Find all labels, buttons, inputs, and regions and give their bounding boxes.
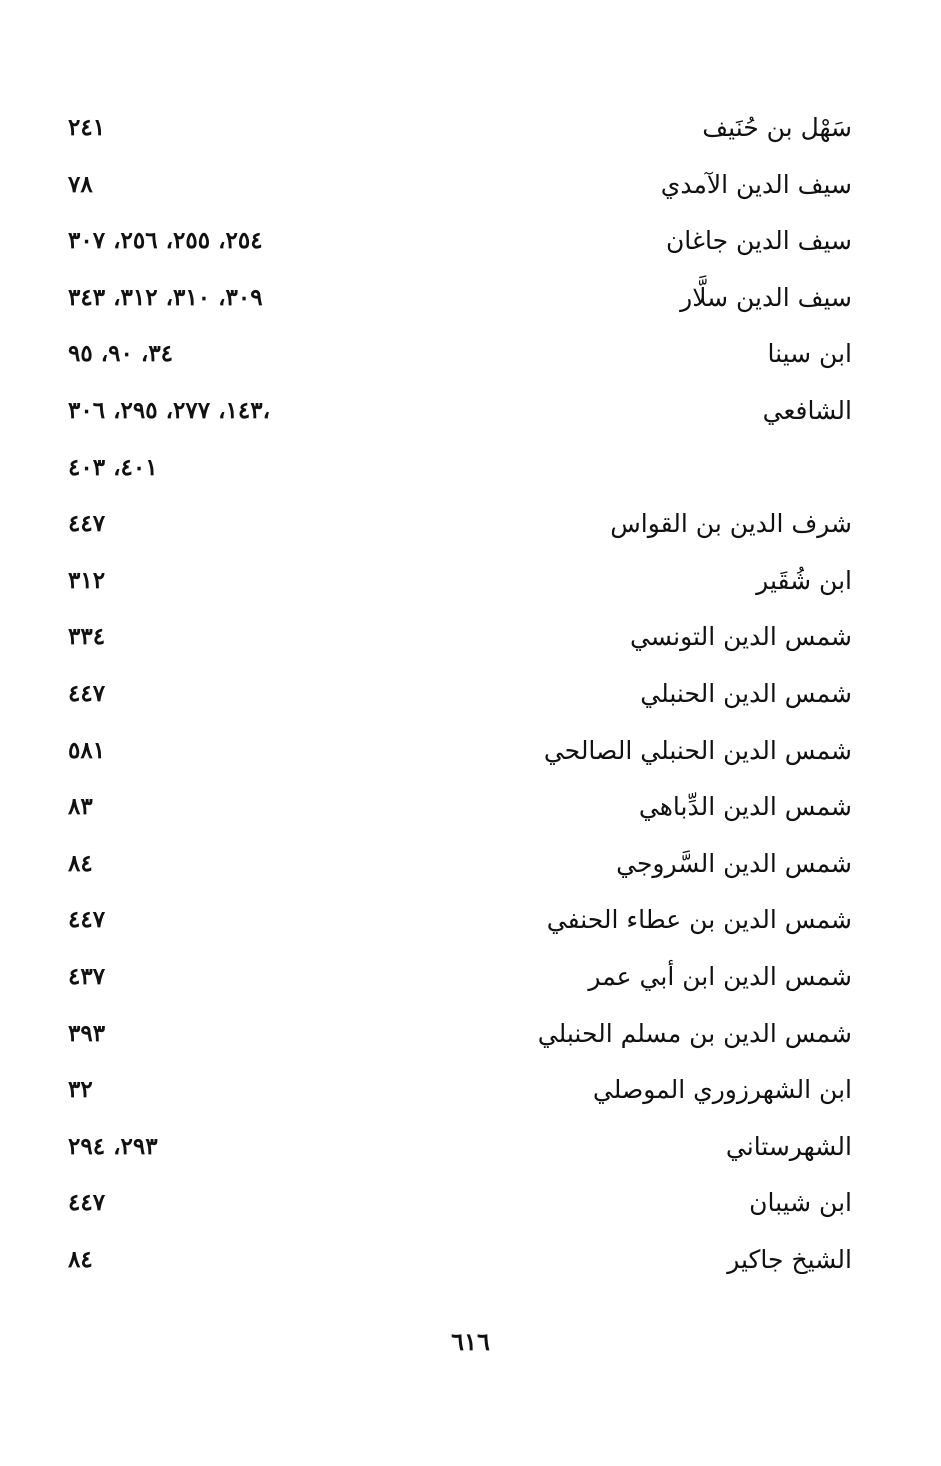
entry-name: شمس الدين بن مسلم الحنبلي [537, 1018, 852, 1048]
index-entry [60, 270, 852, 327]
entry-pages: ٥٨١ [68, 736, 106, 764]
entry-name: شمس الدين بن عطاء الحنفي [546, 905, 852, 935]
entry-name: شمس الدين ابن أبي عمر [588, 961, 852, 991]
entry-name: شمس الدين الدِّباهي [638, 792, 852, 822]
index-entry [60, 1175, 852, 1232]
entry-name: شمس الدين السَّروجي [616, 848, 852, 878]
entry-pages: ٢٩٣، ٢٩٤ [68, 1132, 158, 1160]
entry-pages: ٤٤٧ [68, 510, 106, 538]
index-entry [60, 1119, 852, 1176]
index-entry [60, 383, 852, 440]
index-entry [60, 100, 852, 157]
index-entry [60, 157, 852, 214]
index-entry [60, 609, 852, 666]
entry-name: شمس الدين الحنبلي الصالحي [543, 735, 852, 765]
entry-name: شمس الدين التونسي [630, 622, 852, 652]
index-list [60, 100, 852, 1288]
index-entry [60, 1006, 852, 1063]
entry-pages: ٣٢ [68, 1076, 93, 1104]
entry-pages: ٣٤، ٩٠، ٩٥ [68, 340, 174, 368]
entry-pages: ١٤٣، ٢٧٧، ٢٩٥، ٣٠٦، [68, 396, 270, 424]
entry-pages: ٣٩٣ [68, 1019, 106, 1047]
index-entry [60, 836, 852, 893]
entry-pages: ٤٤٧ [68, 906, 106, 934]
index-entry [60, 213, 852, 270]
entry-name: ابن شُقَير [756, 565, 852, 595]
entry-name: ابن الشهرزوري الموصلي [592, 1075, 852, 1105]
index-entry [60, 892, 852, 949]
index-entry [60, 779, 852, 836]
entry-name: شرف الدين بن القواس [610, 509, 852, 539]
index-entry [60, 723, 852, 780]
entry-pages: ٢٤١ [68, 114, 106, 141]
entry-name: سيف الدين سلَّار [680, 282, 852, 312]
page-number: ٦١٦ [451, 1327, 490, 1356]
entry-pages: ٨٤ [68, 849, 93, 877]
entry-name: شمس الدين الحنبلي [640, 678, 852, 708]
entry-pages: ٣٠٩، ٣١٠، ٣١٢، ٣٤٣ [68, 283, 263, 311]
entry-name: سيف الدين الآمدي [660, 169, 852, 199]
entry-name: الشيخ جاكير [727, 1244, 852, 1274]
entry-pages: ٤٤٧ [68, 679, 106, 707]
entry-pages: ٤٤٧ [68, 1189, 106, 1217]
index-entry [60, 1232, 852, 1289]
entry-pages: ٨٣ [68, 793, 93, 821]
entry-pages: ٤٣٧ [68, 962, 106, 990]
entry-pages: ٤٠١، ٤٠٣ [68, 453, 158, 481]
index-entry [60, 949, 852, 1006]
entry-pages: ٧٨ [68, 170, 93, 198]
index-entry-continuation [60, 440, 852, 497]
entry-name: سَهْل بن حُنَيف [702, 113, 852, 142]
entry-name: الشافعي [762, 395, 852, 425]
entry-name: ابن شيبان [749, 1188, 852, 1218]
entry-pages: ٨٤ [68, 1245, 93, 1273]
index-entry [60, 666, 852, 723]
entry-name: ابن سينا [767, 339, 852, 369]
entry-name: الشهرستاني [725, 1131, 852, 1161]
index-entry [60, 1062, 852, 1119]
entry-name: سيف الدين جاغان [665, 226, 852, 256]
entry-pages: ٣٣٤ [68, 623, 106, 651]
entry-pages: ٣١٢ [68, 566, 106, 594]
index-entry [60, 553, 852, 610]
index-entry [60, 496, 852, 553]
index-entry [60, 326, 852, 383]
entry-pages: ٢٥٤، ٢٥٥، ٢٥٦، ٣٠٧ [68, 227, 263, 255]
